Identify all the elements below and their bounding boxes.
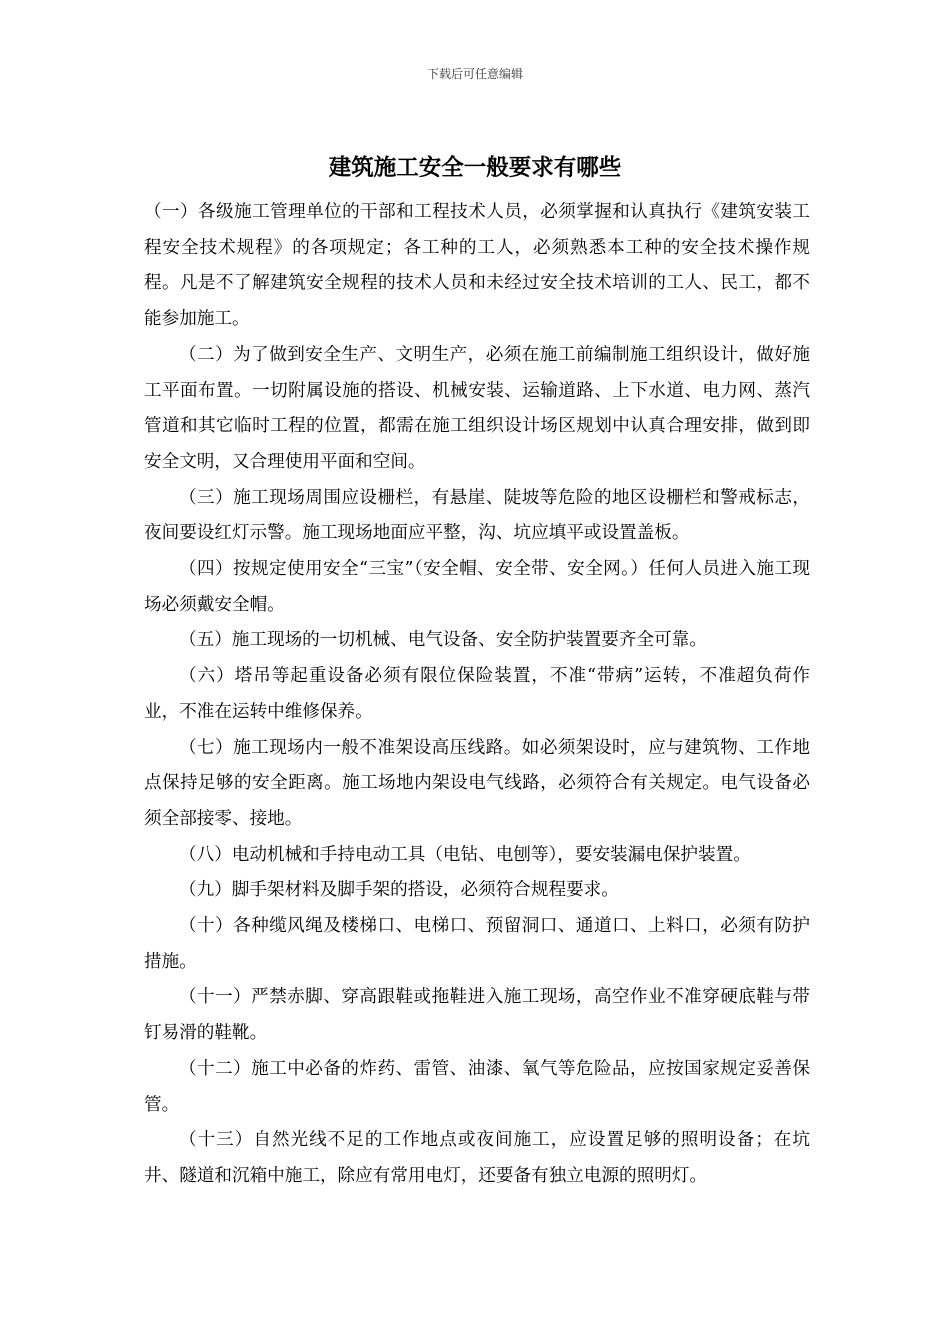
paragraph-1: （一）各级施工管理单位的干部和工程技术人员，必须掌握和认真执行《建筑安装工程安全技术规程》的各项规定；各工种的工人，必须熟悉本工种的安全技术操作规程。凡是不了解建筑安全规程的技术人员和未经过安全技术培训的工人、民工，都不能参加施工。 xyxy=(144,202,810,330)
paragraph-11: （十一）严禁赤脚、穿高跟鞋或拖鞋进入施工现场，高空作业不准穿硬底鞋与带钉易滑的鞋靴。 xyxy=(144,987,810,1044)
paragraph-4: （四）按规定使用安全“三宝”（安全帽、安全带、安全网。）任何人员进入施工现场必须戴安全帽。 xyxy=(144,559,810,615)
header-note: 下载后可任意编辑 xyxy=(426,67,523,81)
paragraph-6: （六）塔吊等起重设备必须有限位保险装置，不准“带病”运转，不准超负荷作业，不准在运转中维修保养。 xyxy=(144,666,810,722)
paragraph-2: （二）为了做到安全生产、文明生产，必须在施工前编制施工组织设计，做好施工平面布置。一切附属设施的搭设、机械安装、运输道路、上下水道、电力网、蒸汽管道和其它临时工程的位置，都需在施工组织设计场区规划中认真合理安排，做到即安全文明，又合理使用平面和空间。 xyxy=(144,344,810,472)
paragraph-5: （五）施工现场的一切机械、电气设备、安全防护装置要齐全可靠。 xyxy=(179,630,707,651)
document-title: 建筑施工安全一般要求有哪些 xyxy=(328,155,622,181)
document-body xyxy=(144,195,810,1195)
paragraph-13: （十三）自然光线不足的工作地点或夜间施工，应设置足够的照明设备；在坑井、隧道和沉箱中施工，除应有常用电灯，还要备有独立电源的照明灯。 xyxy=(144,1130,810,1186)
paragraph-12: （十二）施工中必备的炸药、雷管、油漆、氧气等危险品，应按国家规定妥善保管。 xyxy=(144,1058,810,1115)
paragraph-7: （七）施工现场内一般不准架设高压线路。如必须架设时，应与建筑物、工作地点保持足够的安全距离。施工场地内架设电气线路，必须符合有关规定。电气设备必须全部接零、接地。 xyxy=(144,737,810,829)
paragraph-3: （三）施工现场周围应设栅栏，有悬崖、陡坡等危险的地区设栅栏和警戒标志，夜间要设红灯示警。施工现场地面应平整，沟、坑应填平或设置盖板。 xyxy=(144,487,810,544)
paragraph-10: （十）各种缆风绳及楼梯口、电梯口、预留洞口、通道口、上料口，必须有防护措施。 xyxy=(144,916,810,972)
paragraph-8: （八）电动机械和手持电动工具（电钻、电刨等），要安装漏电保护装置。 xyxy=(179,844,751,865)
paragraph-9: （九）脚手架材料及脚手架的搭设，必须符合规程要求。 xyxy=(179,880,619,901)
